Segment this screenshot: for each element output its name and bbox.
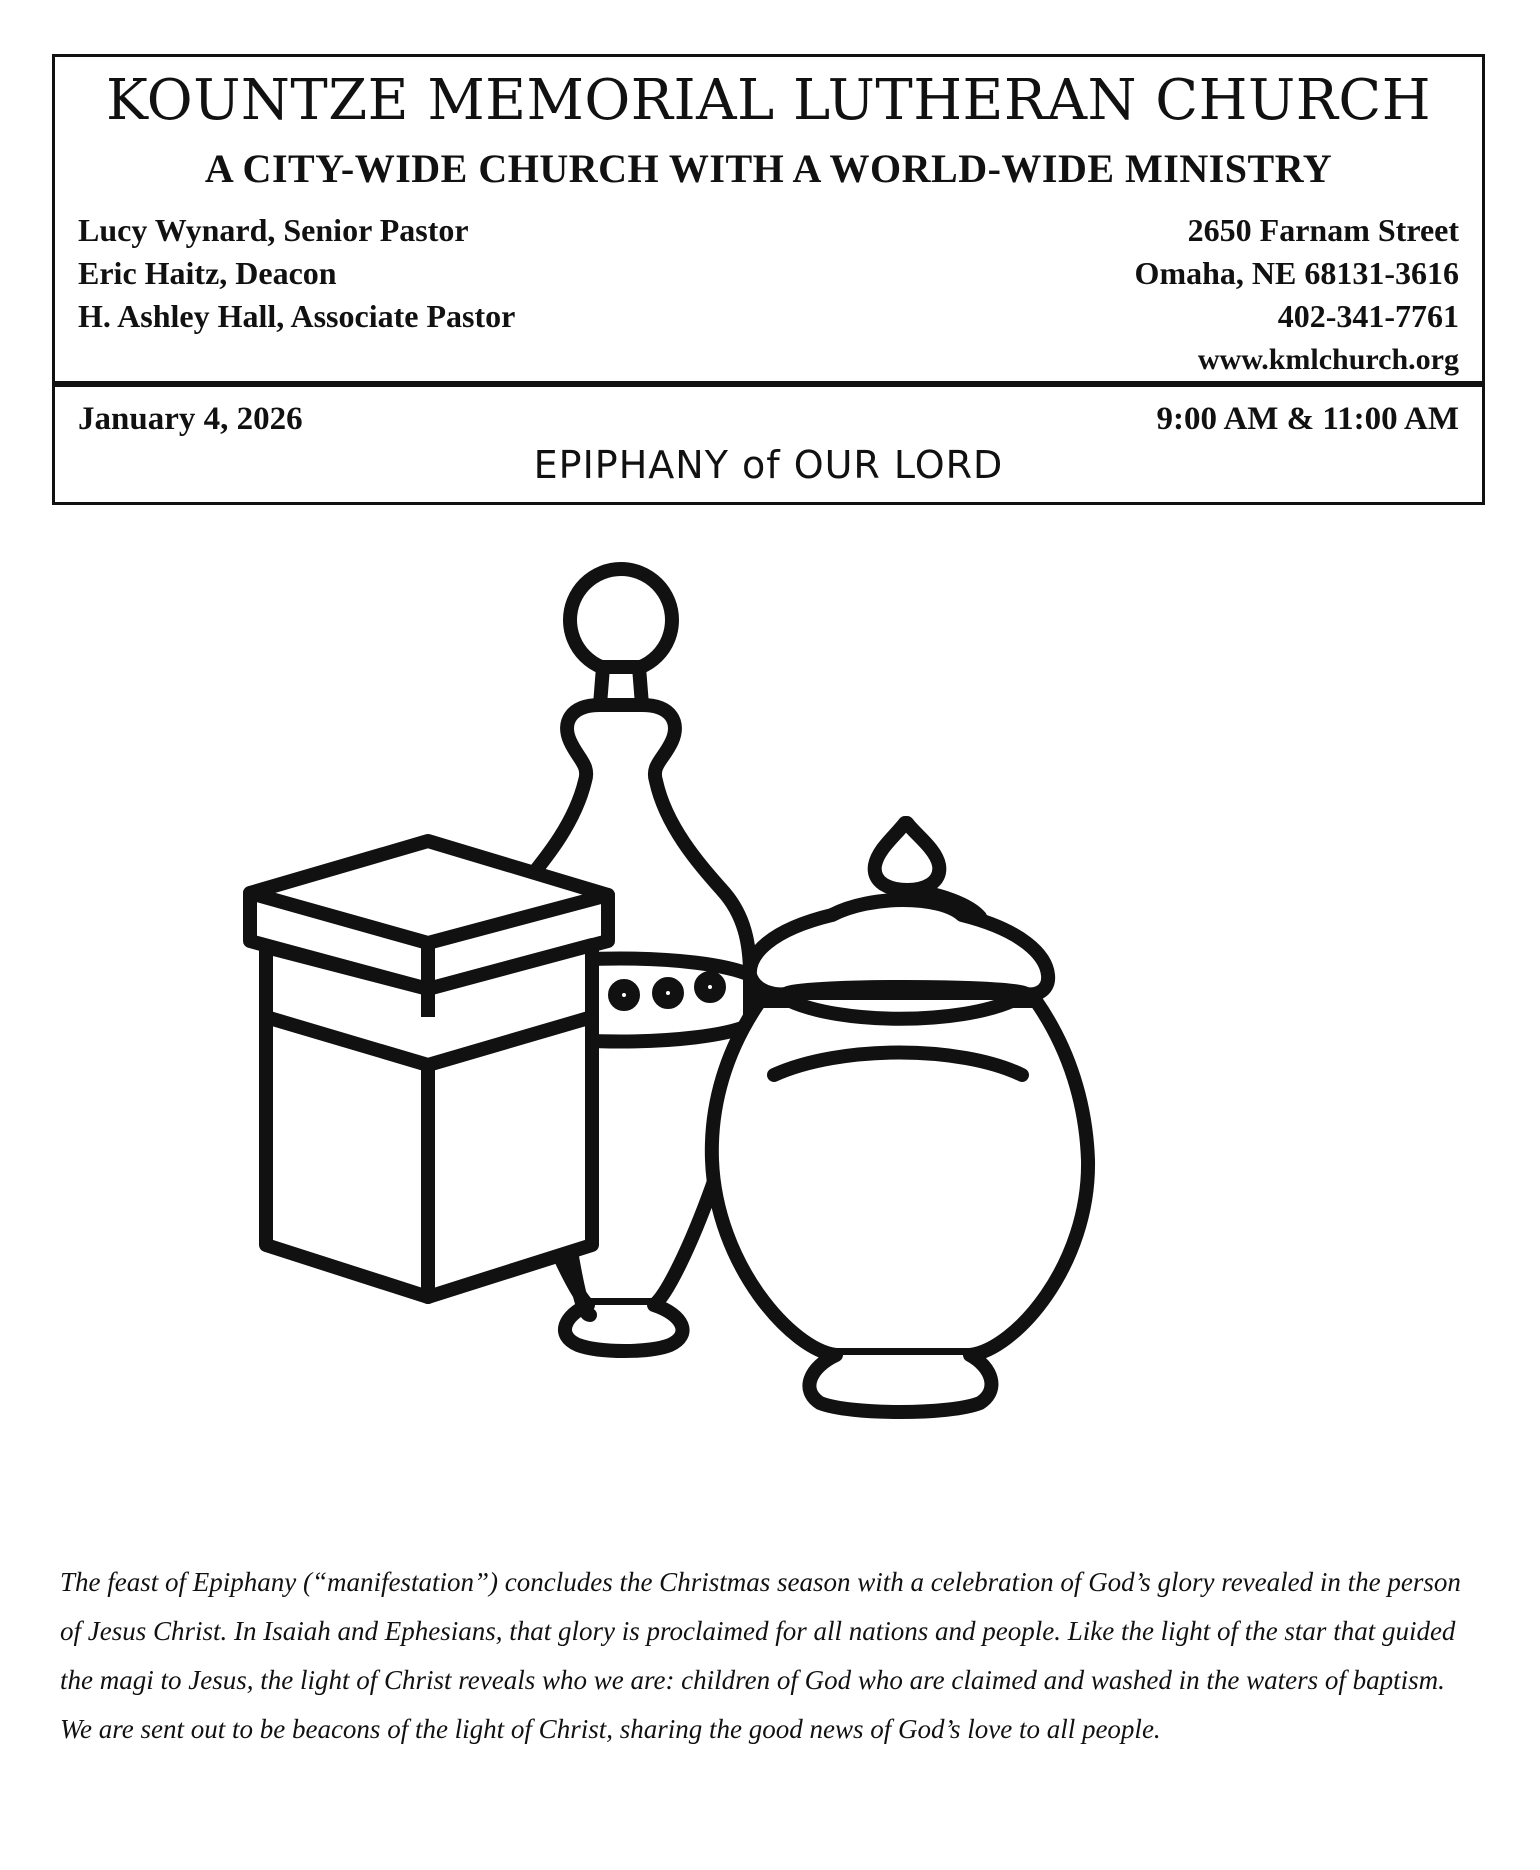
staff-list [78, 209, 515, 338]
street-address: 2650 Farnam Street [1187, 212, 1459, 248]
masthead-box [52, 54, 1485, 384]
contact-block [1135, 209, 1459, 381]
service-times: 9:00 AM & 11:00 AM [1156, 401, 1459, 437]
staff-deacon: Eric Haitz, Deacon [78, 255, 337, 291]
staff-senior-pastor: Lucy Wynard, Senior Pastor [78, 212, 469, 248]
website: www.kmlchurch.org [1197, 343, 1459, 376]
jar-icon [712, 823, 1088, 1412]
epiphany-description: The feast of Epiphany (“manifestation”) concludes the Christmas season with a celebration of God’s glory revealed in the person of Jesus Christ. In Isaiah and Ephesians, that glory is proclaimed for all nations and people. Like the light of the star that guided the magi to Jesus, the light of Christ reveals who we are: children of God who are claimed and washed in the waters of baptism. We are sent out to be beacons of the light of Christ, sharing the good news of God’s love to all people. [60, 1567, 1461, 1744]
gift-box-icon [250, 841, 608, 1297]
magi-gifts-illustration [240, 545, 1300, 1505]
church-tagline: A CITY-WIDE CHURCH WITH A WORLD-WIDE MINISTRY [204, 146, 1333, 191]
city-state-zip: Omaha, NE 68131-3616 [1134, 255, 1459, 291]
feast-title: EPIPHANY of OUR LORD [533, 443, 1004, 487]
phone-number: 402-341-7761 [1277, 298, 1459, 334]
service-info-box [52, 384, 1485, 505]
church-name: KOUNTZE MEMORIAL LUTHERAN CHURCH [105, 68, 1432, 133]
service-date: January 4, 2026 [78, 401, 303, 437]
staff-associate-pastor: H. Ashley Hall, Associate Pastor [78, 298, 516, 334]
